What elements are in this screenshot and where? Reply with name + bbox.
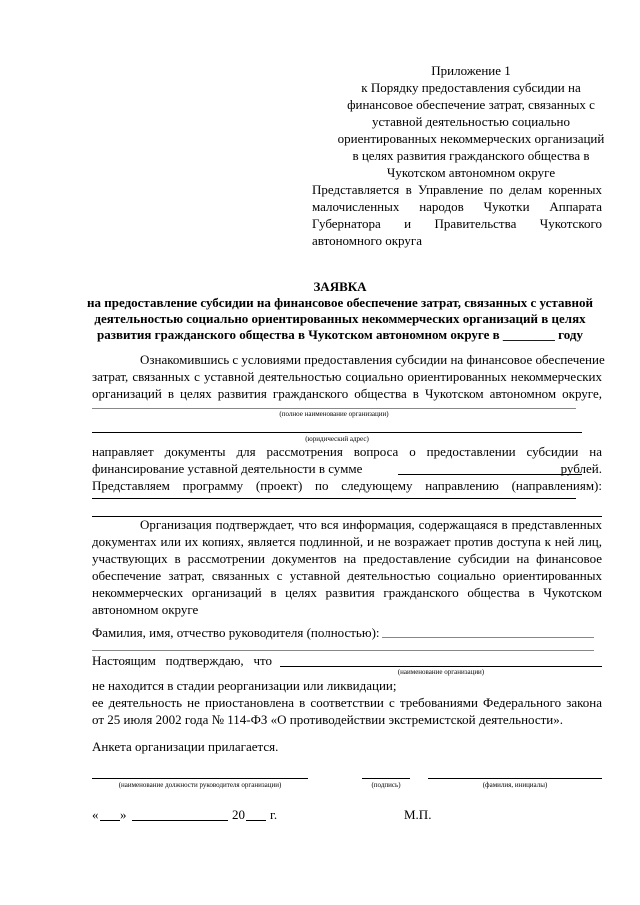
confirm-line: Организация подтверждает, что вся информация, содержащаяся в представленных bbox=[140, 517, 602, 532]
confirm2-paragraph bbox=[92, 677, 602, 728]
intro-line: Ознакомившись с условиями предоставления субсидии на финансовое обеспечение bbox=[140, 352, 605, 367]
position-caption: (наименование должности руководителя организации) bbox=[118, 781, 282, 789]
head-fio-label: Фамилия, имя, отчество руководителя (полностью): bbox=[92, 625, 380, 640]
address-field[interactable] bbox=[92, 432, 582, 433]
intro-paragraph bbox=[92, 351, 605, 402]
day-field[interactable] bbox=[100, 820, 120, 821]
title-line: развития гражданского общества в Чукотском автономном округе в ________ году bbox=[97, 327, 583, 342]
fio-field[interactable] bbox=[428, 778, 602, 779]
appendix-line: Чукотском автономном округе bbox=[386, 165, 556, 180]
request-line: Представляем программу (проект) по следующему направлению (направлениям): bbox=[92, 478, 602, 493]
appendix-line: Приложение 1 bbox=[431, 63, 511, 78]
year-field[interactable] bbox=[246, 820, 266, 821]
date-close-quote: » bbox=[120, 807, 127, 822]
confirm2-label bbox=[92, 652, 272, 669]
direction-field[interactable] bbox=[92, 498, 576, 499]
head-fio-field-2[interactable] bbox=[92, 650, 594, 651]
document-title bbox=[40, 279, 640, 343]
org-name-field[interactable] bbox=[92, 408, 576, 409]
org-name-caption: (полное наименование организации) bbox=[279, 410, 389, 418]
year-prefix: 20 bbox=[232, 807, 245, 822]
org-name-caption-2: (наименование организации) bbox=[397, 668, 485, 676]
request-paragraph bbox=[92, 443, 602, 494]
request-line: направляет документы для рассмотрения вопроса о предоставлении субсидии на bbox=[92, 444, 602, 459]
addressee-line: малочисленных народов Чукотки Аппарата bbox=[312, 199, 602, 214]
address-caption: (юридический адрес) bbox=[305, 435, 369, 443]
confirm-line: автономном округе bbox=[92, 602, 199, 617]
confirm2-line: не находится в стадии реорганизации или ликвидации; bbox=[92, 678, 397, 693]
confirm2-label-text: Настоящим подтверждаю, что bbox=[92, 653, 272, 668]
year-suffix: г. bbox=[270, 807, 278, 822]
confirm-line: документах или их копиях, является подлинной, и не возражает против доступа к ней лиц, bbox=[92, 534, 602, 549]
attachment-note: Анкета организации прилагается. bbox=[92, 739, 279, 754]
appendix-line: финансовое обеспечение затрат, связанных с bbox=[347, 97, 595, 112]
confirm-line: обеспечение затрат, связанных с уставной деятельностью социально ориентированных bbox=[92, 568, 602, 583]
confirm-paragraph bbox=[92, 516, 602, 618]
org-name-field-2[interactable] bbox=[280, 666, 602, 667]
signature-field[interactable] bbox=[362, 778, 410, 779]
title-heading: ЗАЯВКА bbox=[313, 279, 367, 294]
addressee-block bbox=[312, 181, 602, 249]
appendix-line: в целях развития гражданского общества в bbox=[352, 148, 590, 163]
addressee-line: автономного округа bbox=[312, 233, 422, 248]
date-row bbox=[92, 806, 602, 823]
fio-caption: (фамилия, инициалы) bbox=[482, 781, 548, 789]
request-sum-label: финансирование уставной деятельности в сумме bbox=[92, 461, 363, 476]
stamp-place: М.П. bbox=[404, 807, 432, 822]
intro-line: организаций в целях развития гражданского общества в Чукотском автономном округе, bbox=[92, 386, 602, 401]
request-sum-unit: рублей. bbox=[560, 461, 602, 476]
signature-caption: (подпись) bbox=[371, 781, 401, 789]
request-sum-row bbox=[92, 460, 602, 477]
month-field[interactable] bbox=[132, 820, 228, 821]
confirm-line: участвующих в рассмотрении документов на предоставление субсидии на финансовое bbox=[92, 551, 602, 566]
intro-line: затрат, связанных с уставной деятельностью социально ориентированных некоммерческих bbox=[92, 369, 602, 384]
confirm-line: некоммерческих организаций в целях развития гражданского общества в Чукотском bbox=[92, 585, 602, 600]
title-line: на предоставление субсидии на финансовое обеспечение затрат, связанных с уставной bbox=[87, 295, 593, 310]
date-open-quote: « bbox=[92, 807, 99, 822]
appendix-line: к Порядку предоставления субсидии на bbox=[361, 80, 581, 95]
confirm2-line: ее деятельность не приостановлена в соответствии с требованиями Федерального закона bbox=[92, 695, 602, 710]
sum-field[interactable] bbox=[398, 474, 582, 475]
head-fio-field[interactable] bbox=[382, 637, 594, 638]
position-field[interactable] bbox=[92, 778, 308, 779]
appendix-line: уставной деятельностью социально bbox=[372, 114, 570, 129]
appendix-line: ориентированных некоммерческих организаций bbox=[337, 131, 605, 146]
confirm2-line: от 25 июля 2002 года № 114-ФЗ «О противодействии экстремистской деятельности». bbox=[92, 712, 564, 727]
addressee-line: Губернатора и Правительства Чукотского bbox=[312, 216, 602, 231]
addressee-line: Представляется в Управление по делам коренных bbox=[312, 182, 602, 197]
title-line: деятельностью социально ориентированных некоммерческих организаций в целях bbox=[94, 311, 586, 326]
appendix-block bbox=[330, 62, 612, 181]
